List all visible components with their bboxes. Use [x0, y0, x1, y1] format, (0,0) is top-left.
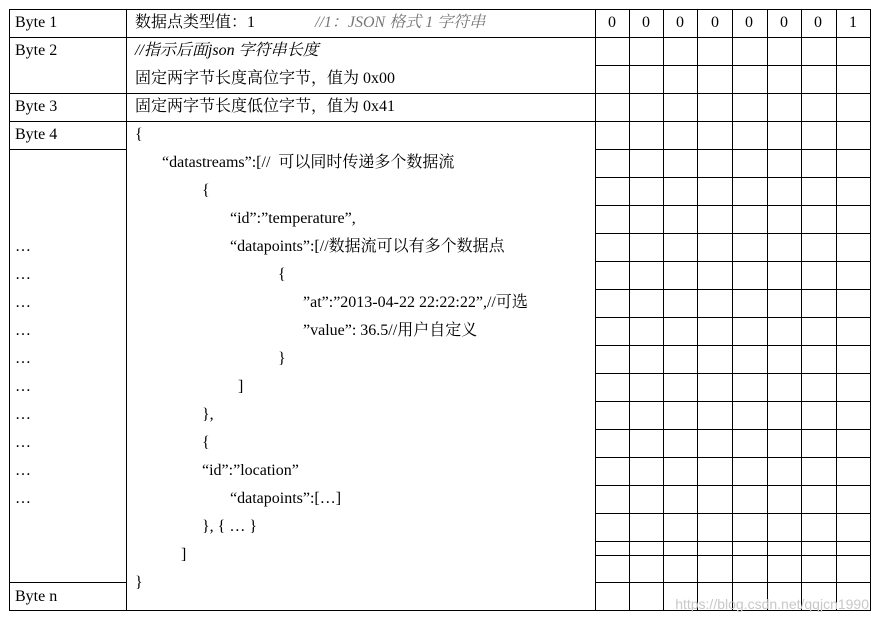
bit-grid-line	[663, 9, 664, 611]
bit-value: 0	[745, 14, 753, 31]
bit-value: 0	[814, 14, 822, 31]
bit-grid-line	[595, 233, 871, 234]
ellipsis-row: …	[15, 350, 31, 367]
bit-grid-line	[801, 9, 802, 611]
row-label-byte2: Byte 2	[15, 42, 58, 59]
bit-grid-line	[595, 373, 871, 374]
ellipsis-row: …	[15, 490, 31, 507]
json-line: ”value”: 36.5//用户自定义	[303, 322, 478, 339]
bit-value: 0	[608, 14, 616, 31]
bit-grid-line	[595, 555, 871, 556]
bit-grid-line	[767, 9, 768, 611]
json-line: “datapoints”:[…]	[230, 490, 342, 507]
bit-grid-line	[595, 65, 871, 66]
json-line: {	[135, 126, 143, 143]
row-divider	[9, 93, 871, 94]
json-line: }	[278, 350, 286, 367]
bit-grid-line	[836, 9, 837, 611]
row-divider	[9, 582, 126, 583]
row-label-byte4: Byte 4	[15, 126, 58, 143]
json-line: },	[202, 406, 214, 423]
ellipsis-row: …	[15, 406, 31, 423]
bit-grid-line	[595, 205, 871, 206]
byte2-comment: //指示后面json 字符串长度	[135, 42, 319, 59]
row-divider	[9, 37, 871, 38]
json-line: “datastreams”:[// 可以同时传递多个数据流	[162, 154, 455, 171]
table-border-right	[870, 9, 871, 611]
json-line: ”at”:”2013-04-22 22:22:22”,//可选	[303, 294, 528, 311]
bit-grid-line	[697, 9, 698, 611]
ellipsis-row: …	[15, 238, 31, 255]
row-label-byte1: Byte 1	[15, 14, 58, 31]
bit-grid-line	[595, 541, 871, 542]
row-label-byte3: Byte 3	[15, 98, 58, 115]
ellipsis-row: …	[15, 294, 31, 311]
bit-value: 0	[642, 14, 650, 31]
json-line: }	[135, 574, 143, 591]
json-line: {	[278, 266, 286, 283]
ellipsis-row: …	[15, 462, 31, 479]
bit-grid-line	[595, 289, 871, 290]
bit-grid-line	[595, 317, 871, 318]
bit-grid-line	[732, 9, 733, 611]
table-border-top	[9, 9, 871, 10]
watermark-text: https://blog.csdn.net/qqjcn1990	[675, 596, 869, 612]
bit-grid-line	[595, 177, 871, 178]
bit-value: 0	[780, 14, 788, 31]
json-line: {	[202, 182, 210, 199]
byte3-description: 固定两字节长度低位字节，值为 0x41	[135, 98, 396, 115]
bit-grid-line	[595, 513, 871, 514]
json-line: “datapoints”:[//数据流可以有多个数据点	[230, 238, 505, 255]
ellipsis-row: …	[15, 434, 31, 451]
json-line: ]	[238, 378, 244, 395]
row-label-byten: Byte n	[15, 588, 58, 605]
byte2-description: 固定两字节长度高位字节，值为 0x00	[135, 70, 396, 87]
json-line: “id”:”temperature”,	[230, 210, 356, 227]
json-line: ]	[181, 546, 187, 563]
bit-value: 0	[711, 14, 719, 31]
bit-grid-line	[595, 485, 871, 486]
bit-grid-line	[595, 582, 871, 583]
bit-grid-line	[595, 345, 871, 346]
column-divider	[126, 9, 127, 611]
bit-grid-line	[595, 261, 871, 262]
column-divider	[595, 9, 596, 611]
bit-grid-line	[595, 429, 871, 430]
bit-grid-line	[595, 401, 871, 402]
byte1-comment: //1：JSON 格式 1 字符串	[315, 14, 486, 31]
bit-value: 1	[849, 14, 857, 31]
bit-value: 0	[676, 14, 684, 31]
json-line: {	[202, 434, 210, 451]
json-line: }, { … }	[202, 518, 258, 535]
bit-grid-line	[595, 457, 871, 458]
byte1-label: 数据点类型值：1	[135, 14, 256, 31]
ellipsis-row: …	[15, 322, 31, 339]
ellipsis-row: …	[15, 266, 31, 283]
bit-grid-line	[629, 9, 630, 611]
row-divider	[9, 121, 871, 122]
row-divider	[9, 149, 126, 150]
ellipsis-row: …	[15, 378, 31, 395]
table-border-left	[9, 9, 10, 611]
json-line: “id”:”location”	[202, 462, 299, 479]
bit-grid-line	[595, 149, 871, 150]
